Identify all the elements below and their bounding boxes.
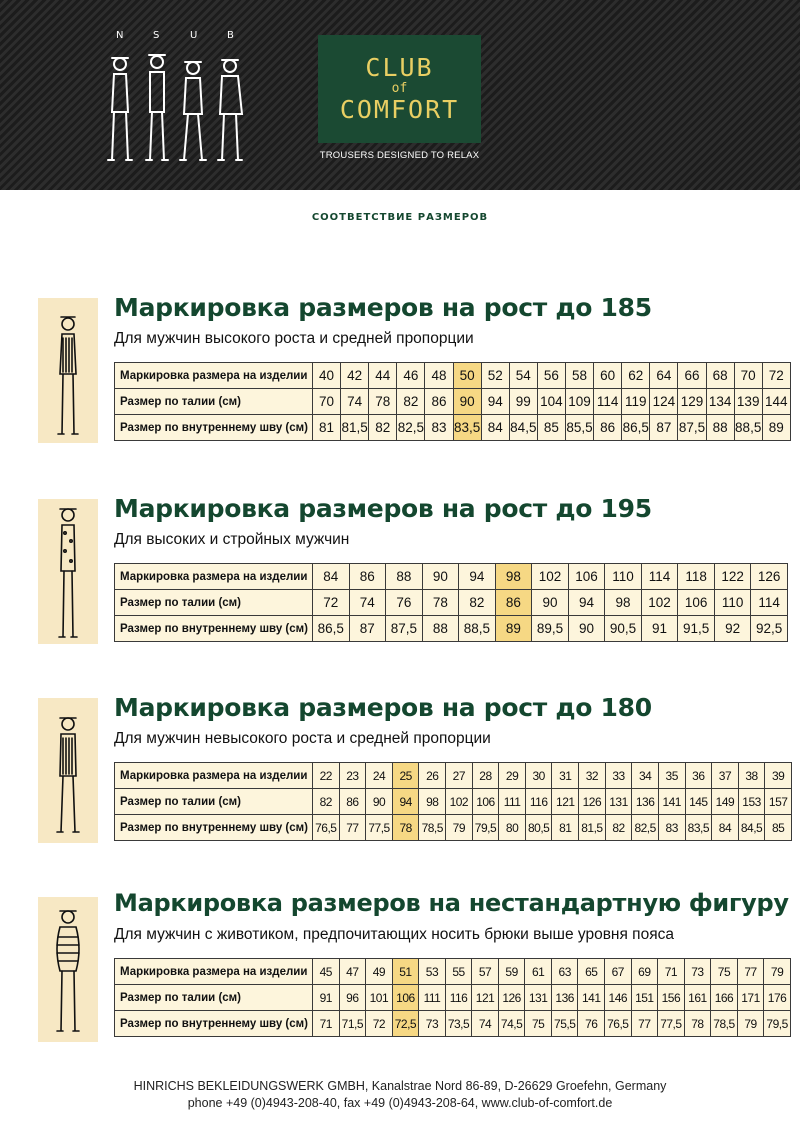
size-cell: 92 bbox=[714, 616, 751, 642]
figure-letter: B bbox=[227, 30, 234, 41]
size-cell: 111 bbox=[419, 985, 446, 1011]
row-marking bbox=[115, 363, 791, 389]
size-cell: 89 bbox=[495, 616, 532, 642]
size-cell: 69 bbox=[631, 959, 658, 985]
size-cell: 47 bbox=[339, 959, 366, 985]
size-cell: 85 bbox=[765, 815, 792, 841]
size-cell: 126 bbox=[498, 985, 525, 1011]
size-cell: 77 bbox=[737, 959, 764, 985]
size-cell: 96 bbox=[339, 985, 366, 1011]
size-cell: 119 bbox=[622, 389, 650, 415]
size-cell: 79 bbox=[764, 959, 791, 985]
man-figure-illustration bbox=[38, 698, 98, 843]
section-title: Маркировка размеров на рост до 185 bbox=[114, 293, 652, 322]
size-cell: 126 bbox=[579, 789, 606, 815]
size-cell: 73,5 bbox=[445, 1011, 472, 1037]
size-cell: 121 bbox=[552, 789, 579, 815]
size-cell: 101 bbox=[366, 985, 393, 1011]
figure-short-average-icon bbox=[38, 698, 98, 843]
size-cell: 35 bbox=[658, 763, 685, 789]
row-label: Размер по талии (см) bbox=[115, 590, 313, 616]
size-cell: 65 bbox=[578, 959, 605, 985]
size-cell: 81,5 bbox=[579, 815, 606, 841]
size-cell: 85,5 bbox=[565, 415, 593, 441]
figure-tall-average-icon bbox=[38, 298, 98, 443]
size-cell: 90 bbox=[366, 789, 393, 815]
size-cell: 71 bbox=[313, 1011, 340, 1037]
section-title: Маркировка размеров на нестандартную фигуру bbox=[114, 889, 789, 917]
size-cell: 109 bbox=[565, 389, 593, 415]
size-cell: 75 bbox=[525, 1011, 552, 1037]
size-cell: 36 bbox=[685, 763, 712, 789]
size-cell: 48 bbox=[425, 363, 453, 389]
section-subtitle: Для мужчин невысокого роста и средней пропорции bbox=[114, 730, 491, 747]
size-cell: 51 bbox=[392, 959, 419, 985]
size-cell: 176 bbox=[764, 985, 791, 1011]
row-label: Размер по талии (см) bbox=[115, 789, 313, 815]
size-cell: 166 bbox=[711, 985, 738, 1011]
size-cell: 78 bbox=[392, 815, 419, 841]
size-cell: 74,5 bbox=[498, 1011, 525, 1037]
size-cell: 171 bbox=[737, 985, 764, 1011]
figure-letter: N bbox=[116, 30, 124, 41]
size-cell: 70 bbox=[734, 363, 762, 389]
nsub-figures-logo bbox=[100, 30, 250, 170]
size-cell: 86,5 bbox=[313, 616, 350, 642]
size-cell: 91 bbox=[313, 985, 340, 1011]
size-cell: 87,5 bbox=[386, 616, 423, 642]
size-cell: 24 bbox=[366, 763, 393, 789]
row-label: Размер по внутреннему шву (см) bbox=[115, 616, 313, 642]
size-cell: 40 bbox=[313, 363, 341, 389]
size-cell: 87,5 bbox=[678, 415, 706, 441]
size-cell: 106 bbox=[568, 564, 605, 590]
size-cell: 88,5 bbox=[734, 415, 762, 441]
size-cell: 82 bbox=[605, 815, 632, 841]
size-cell: 74 bbox=[341, 389, 369, 415]
size-cell: 94 bbox=[481, 389, 509, 415]
size-cell: 39 bbox=[765, 763, 792, 789]
size-cell: 129 bbox=[678, 389, 706, 415]
size-cell: 136 bbox=[632, 789, 659, 815]
size-cell: 78 bbox=[422, 590, 459, 616]
size-cell: 32 bbox=[579, 763, 606, 789]
size-cell: 88 bbox=[706, 415, 734, 441]
size-cell: 76,5 bbox=[313, 815, 340, 841]
size-cell: 33 bbox=[605, 763, 632, 789]
size-cell: 157 bbox=[765, 789, 792, 815]
row-label: Размер по внутреннему шву (см) bbox=[115, 1011, 313, 1037]
size-cell: 52 bbox=[481, 363, 509, 389]
size-cell: 75,5 bbox=[551, 1011, 578, 1037]
club-of-comfort-logo bbox=[318, 35, 481, 143]
size-cell: 79,5 bbox=[472, 815, 499, 841]
size-cell: 82,5 bbox=[397, 415, 425, 441]
size-cell: 102 bbox=[446, 789, 473, 815]
size-cell: 90 bbox=[422, 564, 459, 590]
size-cell: 77 bbox=[631, 1011, 658, 1037]
footer-phone: phone +49 (0)4943-208-40, fax +49 (0)4943-208-64, www.club-of-comfort.de bbox=[187, 1096, 613, 1110]
row-waist bbox=[115, 789, 792, 815]
size-cell: 23 bbox=[339, 763, 366, 789]
size-cell: 102 bbox=[641, 590, 678, 616]
size-cell: 42 bbox=[341, 363, 369, 389]
size-cell: 91,5 bbox=[678, 616, 715, 642]
row-label: Размер по внутреннему шву (см) bbox=[115, 815, 313, 841]
size-cell: 146 bbox=[605, 985, 632, 1011]
size-cell: 22 bbox=[313, 763, 340, 789]
size-cell: 85 bbox=[537, 415, 565, 441]
size-cell: 78,5 bbox=[711, 1011, 738, 1037]
size-cell: 104 bbox=[537, 389, 565, 415]
men-figures-icon bbox=[100, 42, 250, 172]
size-cell: 139 bbox=[734, 389, 762, 415]
size-cell: 88,5 bbox=[459, 616, 496, 642]
size-cell: 76 bbox=[386, 590, 423, 616]
size-cell: 89 bbox=[762, 415, 790, 441]
size-cell: 78,5 bbox=[419, 815, 446, 841]
size-cell: 77,5 bbox=[658, 1011, 685, 1037]
size-cell: 79,5 bbox=[764, 1011, 791, 1037]
page-title: СООТВЕТСТВИЕ РАЗМЕРОВ bbox=[311, 212, 489, 223]
section-subtitle: Для мужчин высокого роста и средней пропорции bbox=[114, 330, 474, 347]
size-cell: 80,5 bbox=[525, 815, 552, 841]
size-cell: 44 bbox=[369, 363, 397, 389]
row-label: Маркировка размера на изделии bbox=[115, 763, 313, 789]
size-cell: 38 bbox=[738, 763, 765, 789]
size-cell: 79 bbox=[446, 815, 473, 841]
logo-text-comfort: COMFORT bbox=[339, 95, 460, 124]
brand-tagline: TROUSERS DESIGNED TO RELAX bbox=[319, 150, 480, 161]
size-cell: 82 bbox=[313, 789, 340, 815]
size-cell: 90 bbox=[568, 616, 605, 642]
size-cell: 136 bbox=[551, 985, 578, 1011]
size-cell: 88 bbox=[422, 616, 459, 642]
size-cell: 25 bbox=[392, 763, 419, 789]
size-cell: 153 bbox=[738, 789, 765, 815]
size-cell: 122 bbox=[714, 564, 751, 590]
size-cell: 151 bbox=[631, 985, 658, 1011]
size-cell: 114 bbox=[641, 564, 678, 590]
size-table bbox=[114, 563, 788, 642]
man-figure-illustration bbox=[38, 499, 98, 644]
row-label: Маркировка размера на изделии bbox=[115, 564, 313, 590]
size-cell: 116 bbox=[525, 789, 552, 815]
size-cell: 63 bbox=[551, 959, 578, 985]
figure-nonstandard-icon bbox=[38, 897, 98, 1042]
size-cell: 67 bbox=[605, 959, 632, 985]
size-cell: 86 bbox=[339, 789, 366, 815]
row-inseam bbox=[115, 1011, 791, 1037]
size-cell: 94 bbox=[392, 789, 419, 815]
size-cell: 83 bbox=[658, 815, 685, 841]
row-label: Маркировка размера на изделии bbox=[115, 959, 313, 985]
size-cell: 73 bbox=[419, 1011, 446, 1037]
size-cell: 84 bbox=[712, 815, 739, 841]
size-cell: 60 bbox=[594, 363, 622, 389]
size-cell: 116 bbox=[445, 985, 472, 1011]
size-cell: 141 bbox=[578, 985, 605, 1011]
size-cell: 126 bbox=[751, 564, 788, 590]
size-cell: 94 bbox=[568, 590, 605, 616]
size-cell: 82 bbox=[369, 415, 397, 441]
size-cell: 73 bbox=[684, 959, 711, 985]
man-figure-illustration bbox=[38, 897, 98, 1042]
size-cell: 124 bbox=[650, 389, 678, 415]
size-cell: 88 bbox=[386, 564, 423, 590]
size-cell: 118 bbox=[678, 564, 715, 590]
size-cell: 81 bbox=[313, 415, 341, 441]
logo-text-of: of bbox=[391, 81, 408, 96]
size-cell: 28 bbox=[472, 763, 499, 789]
size-cell: 134 bbox=[706, 389, 734, 415]
size-cell: 66 bbox=[678, 363, 706, 389]
size-cell: 27 bbox=[446, 763, 473, 789]
footer-address: HINRICHS BEKLEIDUNGSWERK GMBH, Kanalstrae Nord 86-89, D-26629 Groefehn, Germany bbox=[133, 1079, 667, 1093]
figure-letter: U bbox=[190, 30, 198, 41]
size-cell: 72 bbox=[366, 1011, 393, 1037]
size-cell: 45 bbox=[313, 959, 340, 985]
size-cell: 72 bbox=[313, 590, 350, 616]
size-cell: 59 bbox=[498, 959, 525, 985]
size-cell: 144 bbox=[762, 389, 790, 415]
row-waist bbox=[115, 590, 788, 616]
size-cell: 81 bbox=[552, 815, 579, 841]
size-cell: 84,5 bbox=[738, 815, 765, 841]
size-cell: 75 bbox=[711, 959, 738, 985]
row-waist bbox=[115, 985, 791, 1011]
size-cell: 37 bbox=[712, 763, 739, 789]
size-cell: 86 bbox=[425, 389, 453, 415]
size-table bbox=[114, 762, 792, 841]
size-cell: 68 bbox=[706, 363, 734, 389]
size-cell: 83 bbox=[425, 415, 453, 441]
size-cell: 84,5 bbox=[509, 415, 537, 441]
size-cell: 106 bbox=[472, 789, 499, 815]
size-cell: 87 bbox=[650, 415, 678, 441]
row-label: Размер по талии (см) bbox=[115, 389, 313, 415]
row-label: Маркировка размера на изделии bbox=[115, 363, 313, 389]
row-marking bbox=[115, 959, 791, 985]
row-marking bbox=[115, 763, 792, 789]
size-cell: 29 bbox=[499, 763, 526, 789]
size-cell: 98 bbox=[419, 789, 446, 815]
size-cell: 46 bbox=[397, 363, 425, 389]
size-cell: 161 bbox=[684, 985, 711, 1011]
size-cell: 31 bbox=[552, 763, 579, 789]
size-cell: 54 bbox=[509, 363, 537, 389]
size-cell: 53 bbox=[419, 959, 446, 985]
size-cell: 62 bbox=[622, 363, 650, 389]
size-cell: 86 bbox=[495, 590, 532, 616]
logo-text-club: CLUB bbox=[365, 53, 434, 82]
section-title: Маркировка размеров на рост до 195 bbox=[114, 494, 652, 523]
section-subtitle: Для высоких и стройных мужчин bbox=[114, 531, 350, 548]
size-cell: 58 bbox=[565, 363, 593, 389]
size-cell: 90 bbox=[532, 590, 569, 616]
size-cell: 84 bbox=[481, 415, 509, 441]
section-title: Маркировка размеров на рост до 180 bbox=[114, 693, 652, 722]
size-cell: 30 bbox=[525, 763, 552, 789]
size-cell: 90 bbox=[453, 389, 481, 415]
size-cell: 111 bbox=[499, 789, 526, 815]
size-cell: 61 bbox=[525, 959, 552, 985]
row-inseam bbox=[115, 815, 792, 841]
size-cell: 82,5 bbox=[632, 815, 659, 841]
size-cell: 78 bbox=[684, 1011, 711, 1037]
size-table bbox=[114, 958, 791, 1037]
size-cell: 82 bbox=[397, 389, 425, 415]
size-cell: 91 bbox=[641, 616, 678, 642]
footer-contact bbox=[0, 1078, 800, 1112]
size-cell: 72,5 bbox=[392, 1011, 419, 1037]
size-cell: 92,5 bbox=[751, 616, 788, 642]
size-cell: 49 bbox=[366, 959, 393, 985]
size-cell: 114 bbox=[594, 389, 622, 415]
size-cell: 98 bbox=[605, 590, 642, 616]
section-subtitle: Для мужчин с животиком, предпочитающих носить брюки выше уровня пояса bbox=[114, 926, 674, 943]
size-cell: 71,5 bbox=[339, 1011, 366, 1037]
size-cell: 86 bbox=[594, 415, 622, 441]
figure-letter: S bbox=[153, 30, 160, 41]
size-cell: 84 bbox=[313, 564, 350, 590]
size-cell: 98 bbox=[495, 564, 532, 590]
size-cell: 89,5 bbox=[532, 616, 569, 642]
size-cell: 141 bbox=[658, 789, 685, 815]
size-cell: 102 bbox=[532, 564, 569, 590]
size-cell: 110 bbox=[714, 590, 751, 616]
header-banner bbox=[0, 0, 800, 190]
size-cell: 121 bbox=[472, 985, 499, 1011]
size-cell: 145 bbox=[685, 789, 712, 815]
size-cell: 131 bbox=[525, 985, 552, 1011]
size-cell: 81,5 bbox=[341, 415, 369, 441]
size-cell: 94 bbox=[459, 564, 496, 590]
size-table bbox=[114, 362, 791, 441]
size-cell: 78 bbox=[369, 389, 397, 415]
size-cell: 77,5 bbox=[366, 815, 393, 841]
size-cell: 74 bbox=[349, 590, 386, 616]
size-cell: 77 bbox=[339, 815, 366, 841]
size-cell: 72 bbox=[762, 363, 790, 389]
figure-tall-slim-icon bbox=[38, 499, 98, 644]
size-cell: 74 bbox=[472, 1011, 499, 1037]
size-cell: 131 bbox=[605, 789, 632, 815]
size-cell: 156 bbox=[658, 985, 685, 1011]
size-cell: 71 bbox=[658, 959, 685, 985]
size-cell: 86,5 bbox=[622, 415, 650, 441]
size-cell: 106 bbox=[678, 590, 715, 616]
size-cell: 76,5 bbox=[605, 1011, 632, 1037]
size-cell: 56 bbox=[537, 363, 565, 389]
size-cell: 80 bbox=[499, 815, 526, 841]
size-cell: 86 bbox=[349, 564, 386, 590]
row-waist bbox=[115, 389, 791, 415]
man-figure-illustration bbox=[38, 298, 98, 443]
size-cell: 149 bbox=[712, 789, 739, 815]
row-marking bbox=[115, 564, 788, 590]
row-inseam bbox=[115, 415, 791, 441]
size-cell: 34 bbox=[632, 763, 659, 789]
size-cell: 76 bbox=[578, 1011, 605, 1037]
row-label: Размер по талии (см) bbox=[115, 985, 313, 1011]
size-cell: 70 bbox=[313, 389, 341, 415]
size-cell: 55 bbox=[445, 959, 472, 985]
size-cell: 106 bbox=[392, 985, 419, 1011]
size-cell: 26 bbox=[419, 763, 446, 789]
row-label: Размер по внутреннему шву (см) bbox=[115, 415, 313, 441]
size-cell: 50 bbox=[453, 363, 481, 389]
size-cell: 64 bbox=[650, 363, 678, 389]
size-cell: 83,5 bbox=[685, 815, 712, 841]
size-cell: 90,5 bbox=[605, 616, 642, 642]
size-cell: 114 bbox=[751, 590, 788, 616]
size-cell: 82 bbox=[459, 590, 496, 616]
row-inseam bbox=[115, 616, 788, 642]
size-cell: 83,5 bbox=[453, 415, 481, 441]
size-cell: 87 bbox=[349, 616, 386, 642]
size-cell: 99 bbox=[509, 389, 537, 415]
size-cell: 110 bbox=[605, 564, 642, 590]
size-cell: 79 bbox=[737, 1011, 764, 1037]
size-cell: 57 bbox=[472, 959, 499, 985]
